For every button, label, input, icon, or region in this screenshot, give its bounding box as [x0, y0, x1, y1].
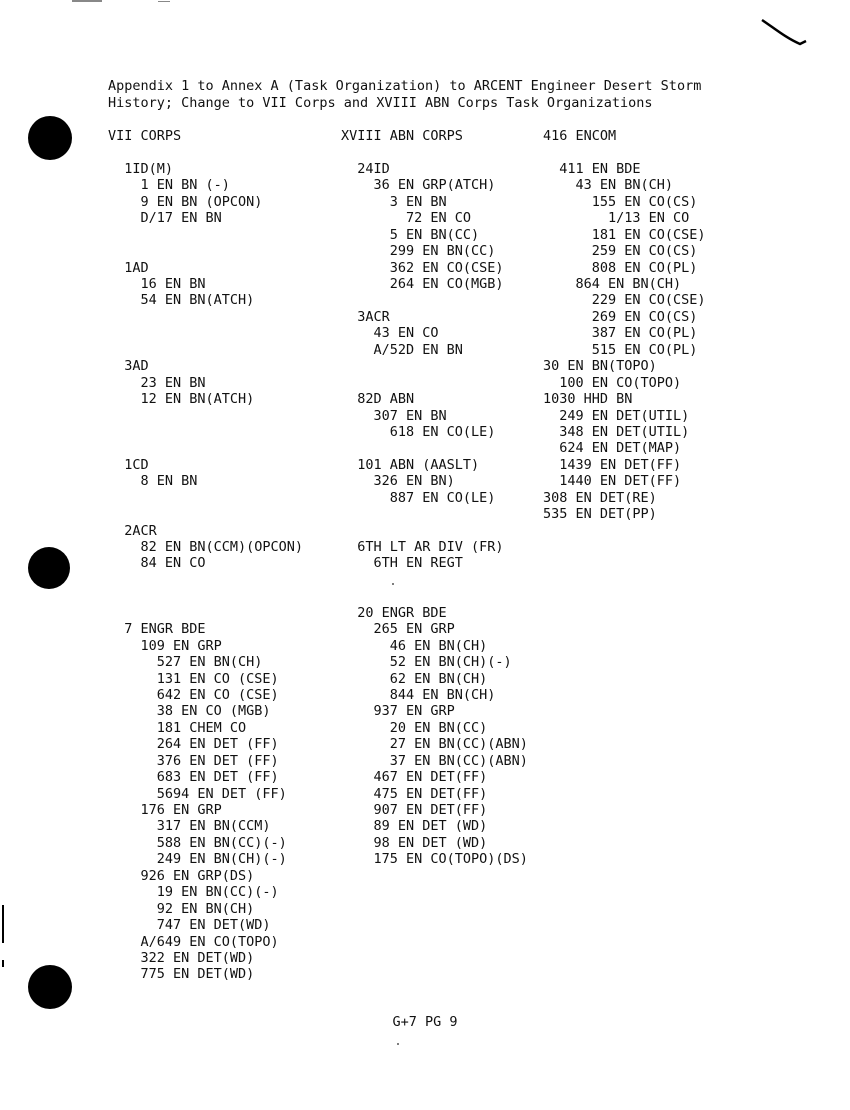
unit-line: 30 EN BN(TOPO): [543, 358, 657, 375]
unit-line: 887 EN CO(LE): [341, 489, 496, 506]
unit-line: 307 EN BN: [341, 407, 447, 424]
vii-corps-title: VII CORPS: [108, 128, 182, 144]
unit-line: 92 EN BN(CH): [108, 900, 255, 917]
unit-line: 618 EN CO(LE): [341, 423, 496, 440]
unit-line: 515 EN CO(PL): [543, 341, 698, 358]
blank-line: [341, 292, 528, 308]
unit-line: 348 EN DET(UTIL): [543, 423, 690, 440]
encom-column: [543, 128, 706, 523]
document-header: [108, 78, 701, 112]
blank-line: [108, 408, 303, 424]
unit-line: 12 EN BN(ATCH): [108, 391, 255, 408]
unit-line: 89 EN DET (WD): [341, 818, 488, 835]
unit-line: 308 EN DET(RE): [543, 489, 657, 506]
unit-line: 1ID(M): [108, 160, 174, 177]
unit-line: 176 EN GRP: [108, 802, 222, 818]
unit-line: 100 EN CO(TOPO): [543, 374, 682, 391]
blank-line: [108, 506, 303, 522]
unit-line: 72 EN CO: [341, 210, 472, 227]
blank-line: [341, 375, 528, 391]
unit-line: 62 EN BN(CH): [341, 670, 488, 687]
unit-line: 264 EN CO(MGB): [341, 276, 504, 292]
blank-line: [341, 588, 528, 604]
unit-line: 588 EN BN(CC)(-): [108, 834, 287, 851]
left-edge-mark-2: [2, 960, 4, 967]
unit-line: 131 EN CO (CSE): [108, 670, 279, 687]
unit-line: 322 EN DET(WD): [108, 949, 255, 966]
unit-line: 155 EN CO(CS): [543, 193, 698, 210]
blank-line: [341, 440, 528, 456]
blank-line: [108, 243, 303, 259]
unit-line: 6TH LT AR DIV (FR): [341, 539, 504, 555]
scan-mark-top-2: [158, 1, 170, 2]
unit-line: 23 EN BN: [108, 374, 206, 391]
unit-line: 82D ABN: [341, 391, 415, 408]
blank-line: [108, 325, 303, 341]
unit-line: 3AD: [108, 358, 149, 375]
unit-line: 43 EN BN(CH): [543, 177, 674, 194]
unit-line: 46 EN BN(CH): [341, 637, 488, 654]
unit-line: 1440 EN DET(FF): [543, 473, 682, 490]
unit-line: 5694 EN DET (FF): [108, 785, 287, 802]
unit-line: 1 EN BN (-): [108, 177, 230, 194]
unit-line: 527 EN BN(CH): [108, 654, 263, 671]
vii-corps-column: [108, 128, 303, 983]
unit-line: 624 EN DET(MAP): [543, 440, 682, 457]
unit-line: A/52D EN BN: [341, 341, 463, 358]
xviii-corps-title: XVIII ABN CORPS: [341, 128, 463, 144]
unit-line: 269 EN CO(CS): [543, 308, 698, 325]
unit-line: 864 EN BN(CH): [543, 276, 682, 292]
unit-line: 8 EN BN: [108, 473, 198, 490]
unit-line: 20 EN BN(CC): [341, 719, 488, 736]
unit-line: 3ACR: [341, 308, 390, 325]
unit-line: D/17 EN BN: [108, 210, 222, 227]
xviii-corps-units: [341, 145, 528, 868]
unit-line: 249 EN BN(CH)(-): [108, 851, 287, 868]
unit-line: 98 EN DET (WD): [341, 834, 488, 851]
header-line-2: History; Change to VII Corps and XVIII ABN Corps Task Organizations: [108, 95, 653, 111]
unit-line: 411 EN BDE: [543, 160, 641, 177]
blank-line: [108, 227, 303, 243]
unit-line: 387 EN CO(PL): [543, 325, 698, 342]
unit-line: 38 EN CO (MGB): [108, 703, 271, 720]
unit-line: 181 EN CO(CSE): [543, 226, 706, 243]
unit-line: 52 EN BN(CH)(-): [341, 654, 512, 671]
blank-line: [341, 145, 528, 161]
unit-line: 101 ABN (AASLT): [341, 456, 480, 473]
unit-line: 5 EN BN(CC): [341, 226, 480, 243]
blank-line: [108, 605, 303, 621]
unit-line: 937 EN GRP: [341, 703, 455, 720]
unit-line: 181 CHEM CO: [108, 719, 247, 736]
unit-line: 27 EN BN(CC)(ABN): [341, 736, 528, 753]
unit-line: 84 EN CO: [108, 555, 206, 572]
unit-line: 683 EN DET (FF): [108, 769, 279, 786]
scan-mark-top: [72, 0, 102, 2]
unit-line: 7 ENGR BDE: [108, 621, 206, 638]
punch-hole-middle: [28, 547, 70, 589]
unit-line: A/649 EN CO(TOPO): [108, 933, 279, 950]
blank-line: [108, 342, 303, 358]
blank-line: [108, 572, 303, 588]
unit-line: 926 EN GRP(DS): [108, 867, 255, 884]
unit-line: 1/13 EN CO: [543, 210, 690, 227]
unit-line: 249 EN DET(UTIL): [543, 407, 690, 424]
unit-line: 907 EN DET(FF): [341, 802, 488, 818]
unit-line: 20 ENGR BDE: [341, 604, 447, 621]
xviii-corps-column: [341, 128, 528, 868]
unit-line: 229 EN CO(CSE): [543, 292, 706, 309]
unit-line: 175 EN CO(TOPO)(DS): [341, 851, 528, 868]
unit-line: 36 EN GRP(ATCH): [341, 177, 496, 194]
blank-line: [108, 145, 303, 161]
unit-line: 642 EN CO (CSE): [108, 686, 279, 703]
unit-line: 82 EN BN(CCM)(OPCON): [108, 539, 304, 555]
unit-line: 747 EN DET(WD): [108, 917, 271, 934]
unit-line: 775 EN DET(WD): [108, 966, 255, 983]
unit-line: 467 EN DET(FF): [341, 769, 488, 786]
header-line-1: Appendix 1 to Annex A (Task Organization) to ARCENT Engineer Desert Storm: [108, 78, 702, 94]
unit-line: 43 EN CO: [341, 325, 439, 342]
unit-line: 844 EN BN(CH): [341, 686, 496, 703]
blank-line: [341, 358, 528, 374]
blank-line: [108, 490, 303, 506]
unit-line: 109 EN GRP: [108, 637, 222, 654]
unit-line: 535 EN DET(PP): [543, 506, 657, 523]
page-number: G+7 PG 9: [392, 1014, 458, 1030]
left-edge-mark: [2, 905, 4, 943]
blank-line: [341, 572, 528, 588]
blank-line: [108, 309, 303, 325]
unit-line: 16 EN BN: [108, 276, 206, 292]
unit-line: 1030 HHD BN: [543, 391, 633, 408]
blank-line: [341, 523, 528, 539]
blank-line: [108, 440, 303, 456]
encom-units: [543, 145, 706, 523]
unit-line: 475 EN DET(FF): [341, 785, 488, 802]
unit-line: 376 EN DET (FF): [108, 752, 279, 769]
unit-line: 19 EN BN(CC)(-): [108, 884, 279, 901]
unit-line: 54 EN BN(ATCH): [108, 292, 255, 309]
punch-hole-top: [28, 116, 72, 160]
unit-line: 317 EN BN(CCM): [108, 818, 271, 835]
blank-line: [341, 506, 528, 522]
corner-stroke-mark: [760, 18, 810, 50]
unit-line: 265 EN GRP: [341, 621, 455, 638]
unit-line: 2ACR: [108, 522, 157, 539]
unit-line: 3 EN BN: [341, 193, 447, 210]
punch-hole-bottom: [28, 965, 72, 1009]
speck: [397, 1043, 399, 1045]
encom-title: 416 ENCOM: [543, 128, 617, 144]
unit-line: 24ID: [341, 160, 390, 177]
unit-line: 326 EN BN): [341, 473, 455, 490]
unit-line: 1439 EN DET(FF): [543, 456, 682, 473]
unit-line: 1CD: [108, 456, 149, 473]
unit-line: 9 EN BN (OPCON): [108, 193, 263, 210]
unit-line: 264 EN DET (FF): [108, 736, 279, 753]
unit-line: 259 EN CO(CS): [543, 243, 698, 260]
blank-line: [108, 588, 303, 604]
blank-line: [108, 424, 303, 440]
unit-line: 6TH EN REGT: [341, 555, 463, 572]
vii-corps-units: [108, 145, 303, 983]
unit-line: 362 EN CO(CSE): [341, 259, 504, 276]
unit-line: 1AD: [108, 259, 149, 276]
unit-line: 37 EN BN(CC)(ABN): [341, 752, 528, 769]
unit-line: 299 EN BN(CC): [341, 243, 496, 260]
blank-line: [543, 145, 706, 161]
unit-line: 808 EN CO(PL): [543, 259, 698, 276]
